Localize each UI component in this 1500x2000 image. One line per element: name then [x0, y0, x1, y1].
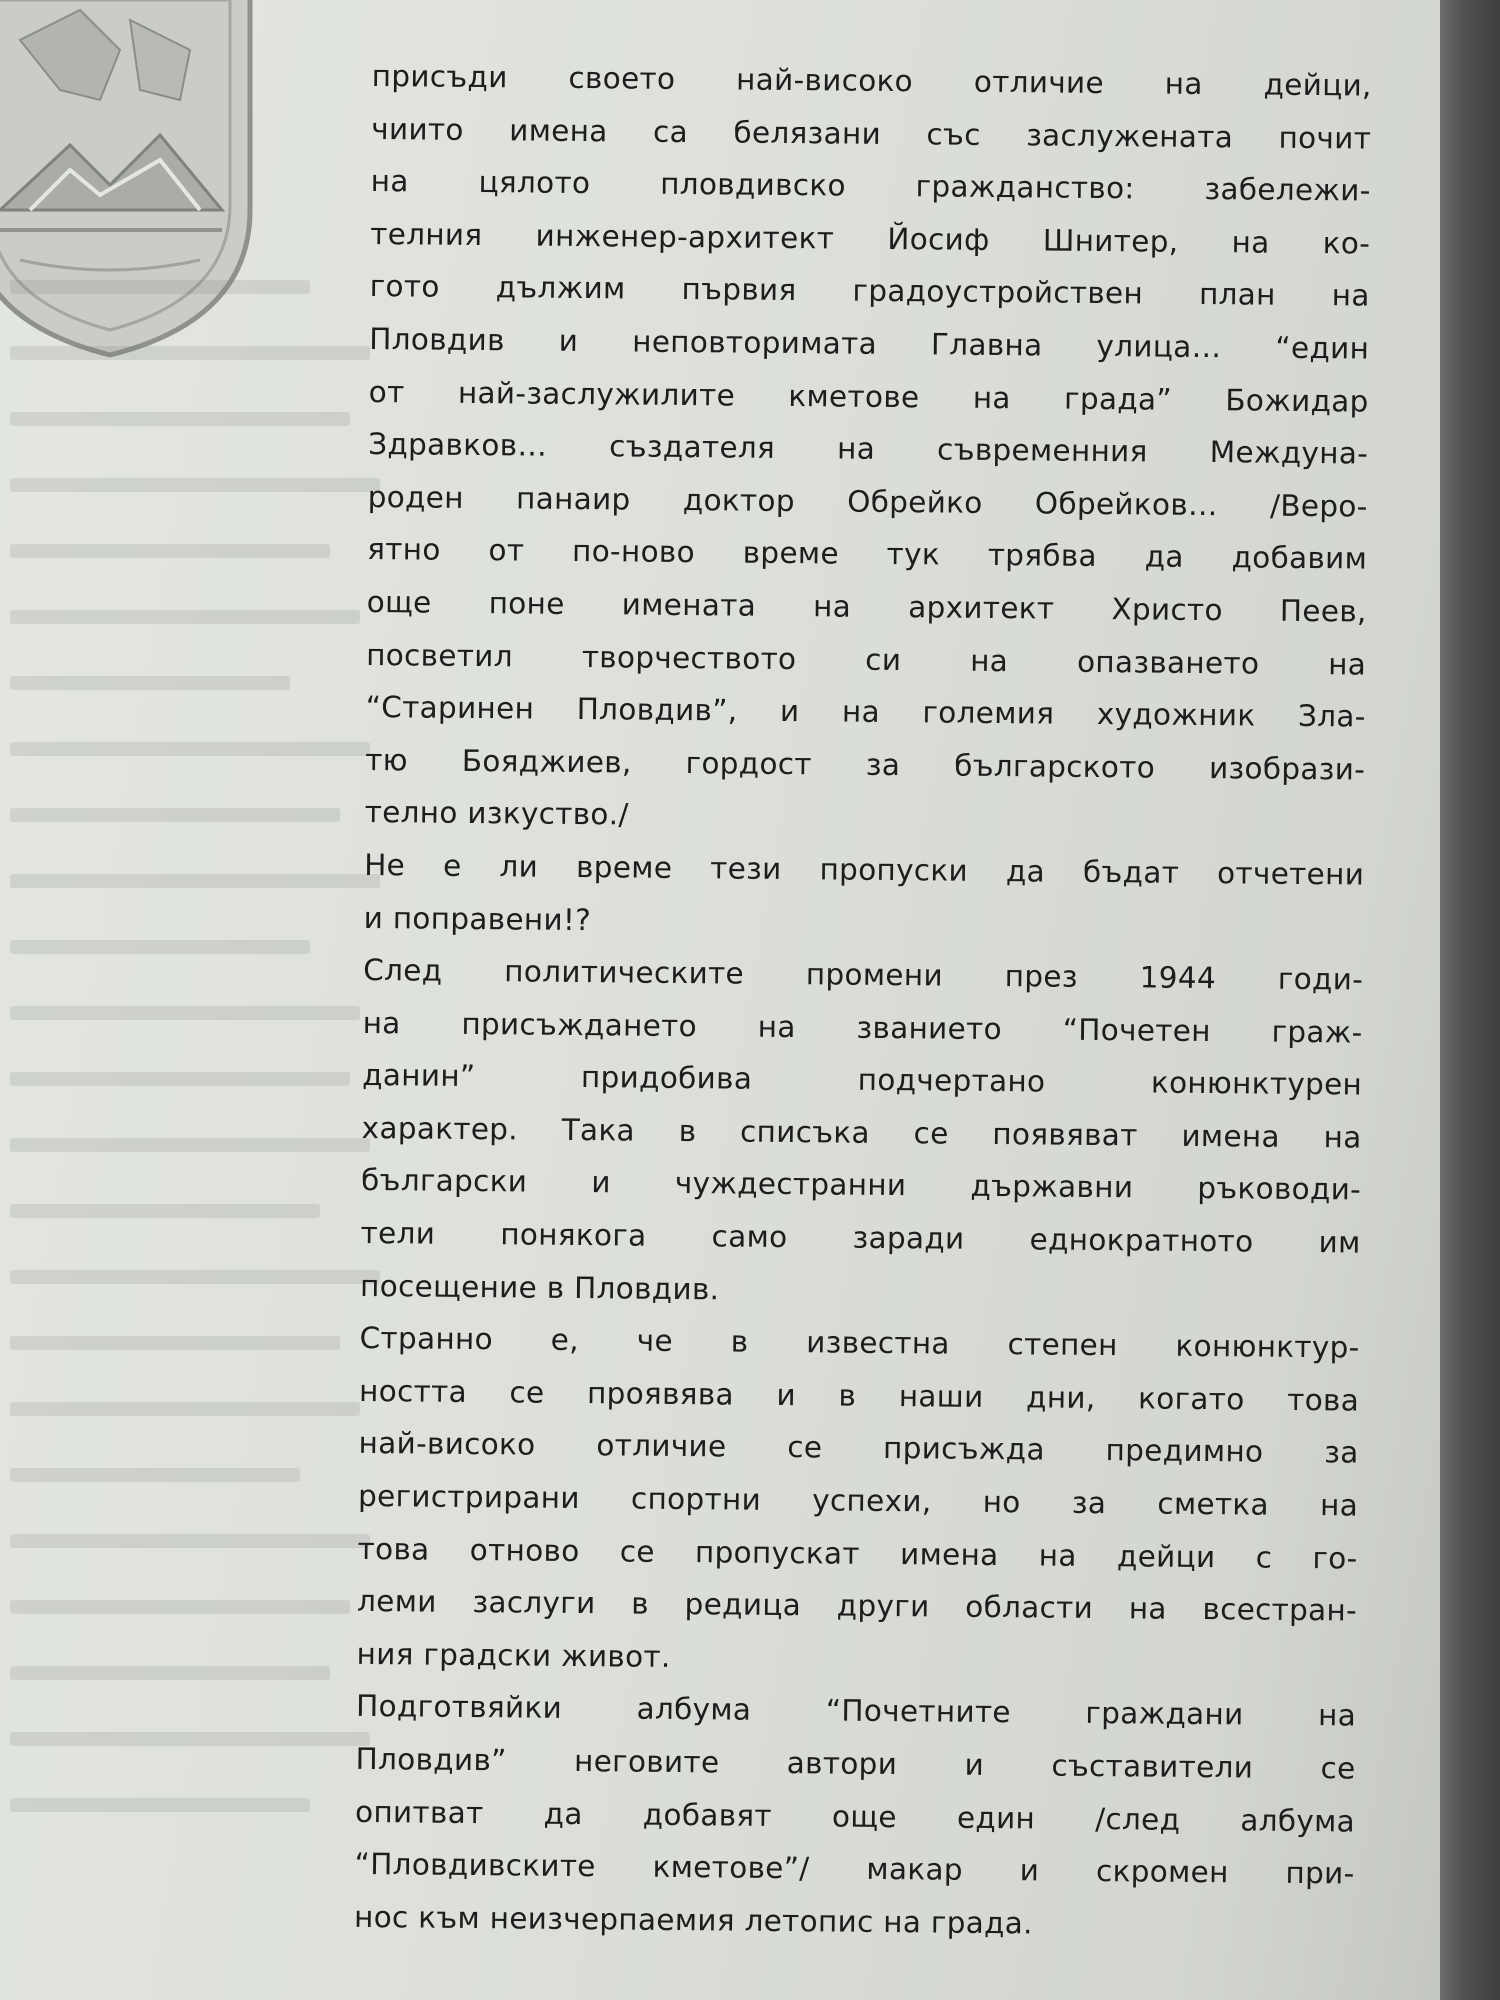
text-line: посветил творчеството си на опазването на	[366, 637, 1367, 682]
text-line: Пловдив и неповторимата Главна улица… “един	[369, 321, 1370, 366]
text-line: Подготвяйки албума “Почетните граждани на	[355, 1689, 1357, 1733]
text-line: тели понякога само заради еднократното им	[360, 1216, 1361, 1260]
text-line: Не е ли време тези пропуски да бъдат отчетени	[364, 847, 1365, 892]
text-line: от най-заслужилите кметове на града” Божидар	[368, 374, 1369, 419]
text-line: леми заслуги в редица други области на всестран-	[356, 1584, 1358, 1628]
body-text	[354, 50, 1372, 1953]
text-line: на цялото пловдивско гражданство: забележи-	[370, 164, 1371, 208]
text-line: чиито имена са белязани със заслужената почит	[371, 111, 1372, 156]
text-line: посещение в Пловдив.	[359, 1268, 720, 1307]
text-line: регистрирани спортни успехи, но за сметка на	[357, 1478, 1359, 1523]
text-line: и поправени!?	[363, 900, 592, 937]
text-line: телния инженер-архитект Йосиф Шнитер, на ко-	[370, 216, 1371, 261]
text-line: “Пловдивските кметове”/ макар и скромен при-	[354, 1847, 1355, 1891]
text-line: ността се проявява и в наши дни, когато това	[358, 1373, 1360, 1418]
text-line: данин” придобива подчертано конюнктурен	[361, 1058, 1363, 1102]
text-line: още поне имената на архитект Христо Пеев,	[366, 584, 1367, 629]
book-spine-shadow	[1440, 0, 1500, 2000]
text-line: присъди своето най-високо отличие на дейци,	[371, 58, 1372, 103]
text-line: ния градски живот.	[356, 1636, 671, 1674]
text-line: Здравков… създателя на съвременния Междуна-	[368, 427, 1369, 471]
text-line: опитват да добавят още един /след албума	[354, 1794, 1356, 1839]
text-line: това отново се пропускат имена на дейци с го-	[357, 1531, 1358, 1576]
text-line: български и чуждестранни държавни ръководи-	[360, 1163, 1362, 1208]
text-line: Пловдив” неговите автори и съставители се	[355, 1741, 1356, 1786]
text-line: тю Бояджиев, гордост за българското изобрази-	[365, 742, 1366, 787]
text-line: характер. Така в списъка се появяват имена на	[361, 1110, 1362, 1155]
text-line: ятно от по-ново време тук трябва да добавим	[367, 532, 1368, 576]
text-line: нос към неизчерпаемия летопис на града.	[353, 1899, 1033, 1941]
text-line: гото дължим първия градоустройствен план на	[369, 269, 1370, 313]
text-line: Странно е, че в известна степен конюнктур-	[359, 1321, 1360, 1365]
text-line: роден панаир доктор Обрейко Обрейков… /Веро-	[367, 479, 1368, 524]
text-line: телно изкуство./	[364, 795, 629, 832]
text-line: След политическите промени през 1944 годи-	[363, 953, 1364, 997]
text-line: на присъждането на званието “Почетен граж-	[362, 1005, 1363, 1050]
text-line: най-високо отличие се присъжда предимно за	[358, 1426, 1359, 1470]
text-line: “Старинен Пловдив”, и на големия художник Зла-	[365, 690, 1366, 734]
show-through-text	[0, 280, 400, 1980]
